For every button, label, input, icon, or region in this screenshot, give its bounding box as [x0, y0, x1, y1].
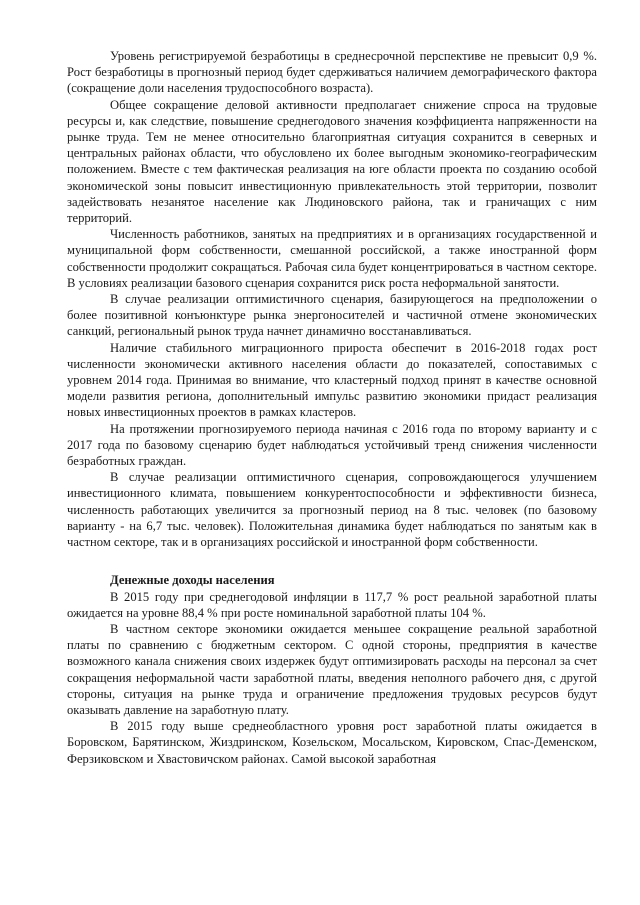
paragraph-optimistic-scenario: В случае реализации оптимистичного сценария, базирующегося на предположении о более позитивной конъюнктуре рынка энергоносителей и частичной отмене экономических санкций, региональный рынок труда начнет динамично восстанавливаться.: [67, 292, 597, 339]
paragraph-employment-increase: В случае реализации оптимистичного сценария, сопровождающегося улучшением инвестиционного климата, повышением конкурентоспособности и эффективности бизнеса, численность работающих увеличится за прогнозный период на 8 тыс. человек (по базовому варианту - на 6,7 тыс. человек). Положительная динамика будет наблюдаться по занятым как в частном секторе, так и в организациях российской и иностранной форм собственности.: [67, 470, 597, 550]
paragraph-private-sector-wages: В частном секторе экономики ожидается меньшее сокращение реальной заработной платы по сравнению с бюджетным сектором. С одной стороны, предприятия в качестве возможного канала снижения своих издержек будут оптимизировать расходы на персонал за счет сокращения неформальной части заработной платы, введения неполного рабочего дня, с другой стороны, ситуация на рынке труда и ограничение предложения трудовых ресурсов будут оказывать давление на заработную плату.: [67, 621, 597, 717]
section-heading-income: Денежные доходы населения: [110, 573, 275, 588]
paragraph-unemployment-level: Уровень регистрируемой безработицы в среднесрочной перспективе не превысит 0,9 %. Рост безработицы в прогнозный период будет сдерживаться наличием демографического фактора (сокращение доли населения трудоспособного возраста).: [67, 49, 597, 96]
paragraph-migration-growth: Наличие стабильного миграционного прироста обеспечит в 2016-2018 годах рост численности экономически активного населения области до показателей, сопоставимых с уровнем 2014 года. Принимая во внимание, что кластерный подход принят в качестве основной модели развития региона, дополнительный импульс развитию экономики придаст реализация новых инвестиционных проектов в рамках кластеров.: [67, 340, 597, 420]
paragraph-district-wages: В 2015 году выше среднеобластного уровня рост заработной платы ожидается в Боровском, Барятинском, Жиздринском, Козельском, Мосальском, Кировском, Спас-Деменском, Ферзиковском и Хвастовичском районах. Самой высокой заработная: [67, 719, 597, 766]
paragraph-unemployment-trend: На протяжении прогнозируемого периода начиная с 2016 года по второму варианту и с 2017 года по базовому сценарию будет наблюдаться устойчивый тренд снижения численности безработных граждан.: [67, 421, 597, 469]
paragraph-business-activity: Общее сокращение деловой активности предполагает снижение спроса на трудовые ресурсы и, как следствие, повышение среднегодового значения коэффициента напряженности на рынке труда. Тем не менее относительно благоприятная ситуация сохранится в северных и центральных районах области, что обусловлено их более выгодным экономико-географическим положением. Вместе с тем фактическая реализация на юге области проекта по созданию особой экономической зоны повысит инвестиционную привлекательность этой территории, позволит задействовать незанятое население как Людиновского района, так и граничащих с ним территорий.: [67, 97, 597, 226]
paragraph-workforce-count: Численность работников, занятых на предприятиях и в организациях государственной и муниципальной форм собственности, смешанной российской, а также иностранной форм собственности продолжит сокращаться. Рабочая сила будет концентрироваться в частном секторе. В условиях реализации базового сценария сохранится риск роста неформальной занятости.: [67, 227, 597, 290]
document-body: [67, 48, 597, 767]
paragraph-real-wages: В 2015 году при среднегодовой инфляции в 117,7 % рост реальной заработной платы ожидается на уровне 88,4 % при росте номинальной заработной платы 104 %.: [67, 589, 597, 620]
